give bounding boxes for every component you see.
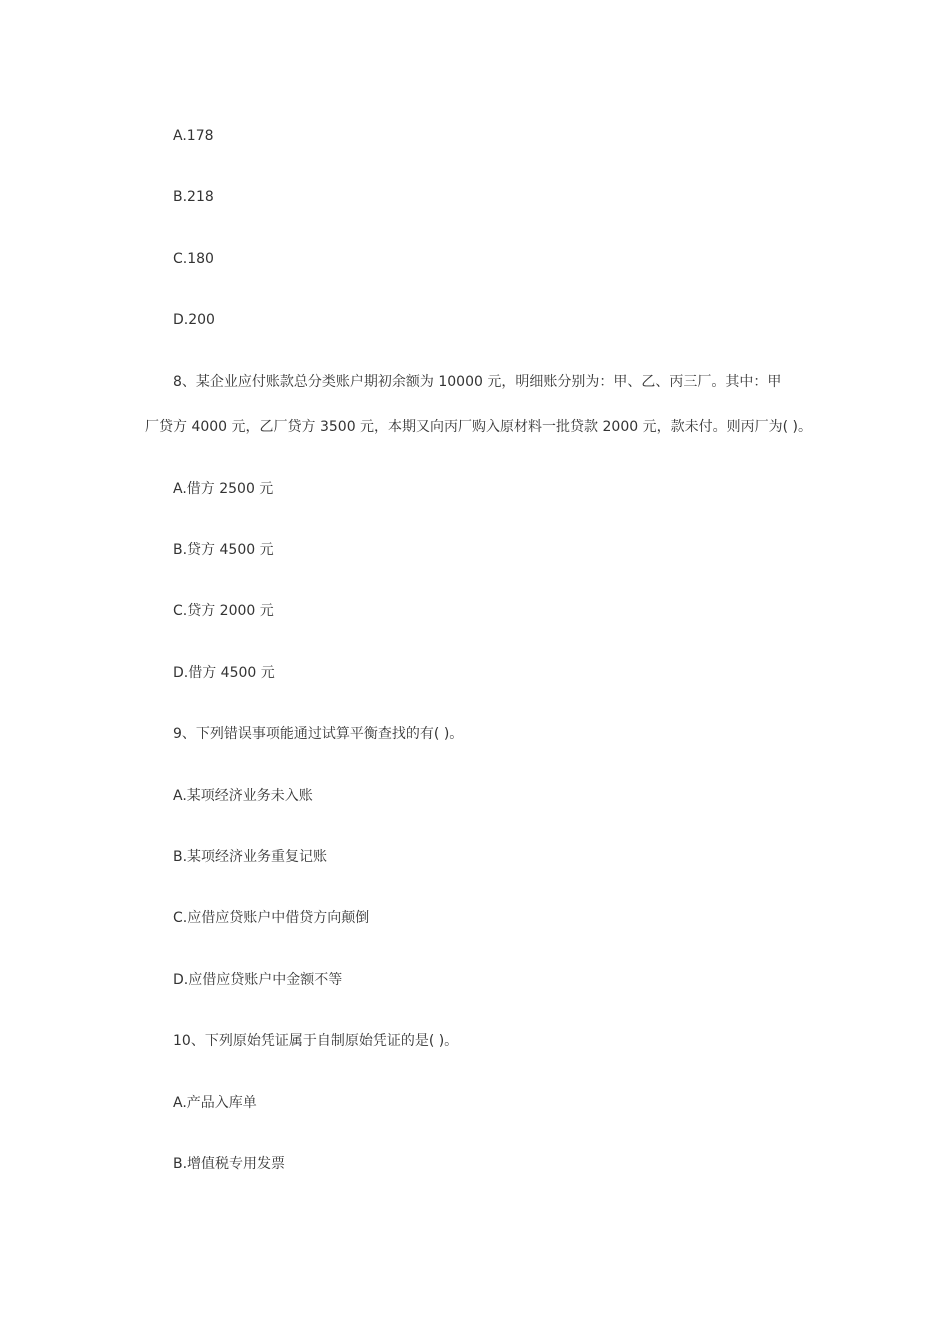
q9-option-a: A.某项经济业务未入账 [173, 788, 313, 804]
q9-option-c: C.应借应贷账户中借贷方向颠倒 [173, 910, 370, 926]
q10-option-a: A.产品入库单 [173, 1095, 257, 1111]
q10-stem: 10、下列原始凭证属于自制原始凭证的是( )。 [173, 1033, 459, 1049]
q9-option-d: D.应借应贷账户中金额不等 [173, 972, 343, 988]
q8-option-b: B.贷方 4500 元 [173, 542, 274, 558]
q7-option-c: C.180 [173, 251, 214, 267]
q8-option-d: D.借方 4500 元 [173, 665, 275, 681]
q9-option-b: B.某项经济业务重复记账 [173, 849, 328, 865]
q8-option-c: C.贷方 2000 元 [173, 603, 274, 619]
q7-option-d: D.200 [173, 312, 215, 328]
q9-stem: 9、下列错误事项能通过试算平衡查找的有( )。 [173, 726, 464, 742]
q8-stem-line1: 8、某企业应付账款总分类账户期初余额为 10000 元，明细账分别为：甲、乙、丙三厂。其中：甲 [173, 374, 782, 390]
q8-option-a: A.借方 2500 元 [173, 481, 274, 497]
q7-option-a: A.178 [173, 128, 214, 144]
q10-option-b: B.增值税专用发票 [173, 1156, 286, 1172]
q7-option-b: B.218 [173, 189, 214, 205]
q8-stem-line2: 厂贷方 4000 元，乙厂贷方 3500 元，本期又向丙厂购入原材料一批贷款 2000 元，款未付。则丙厂为( )。 [145, 419, 812, 435]
